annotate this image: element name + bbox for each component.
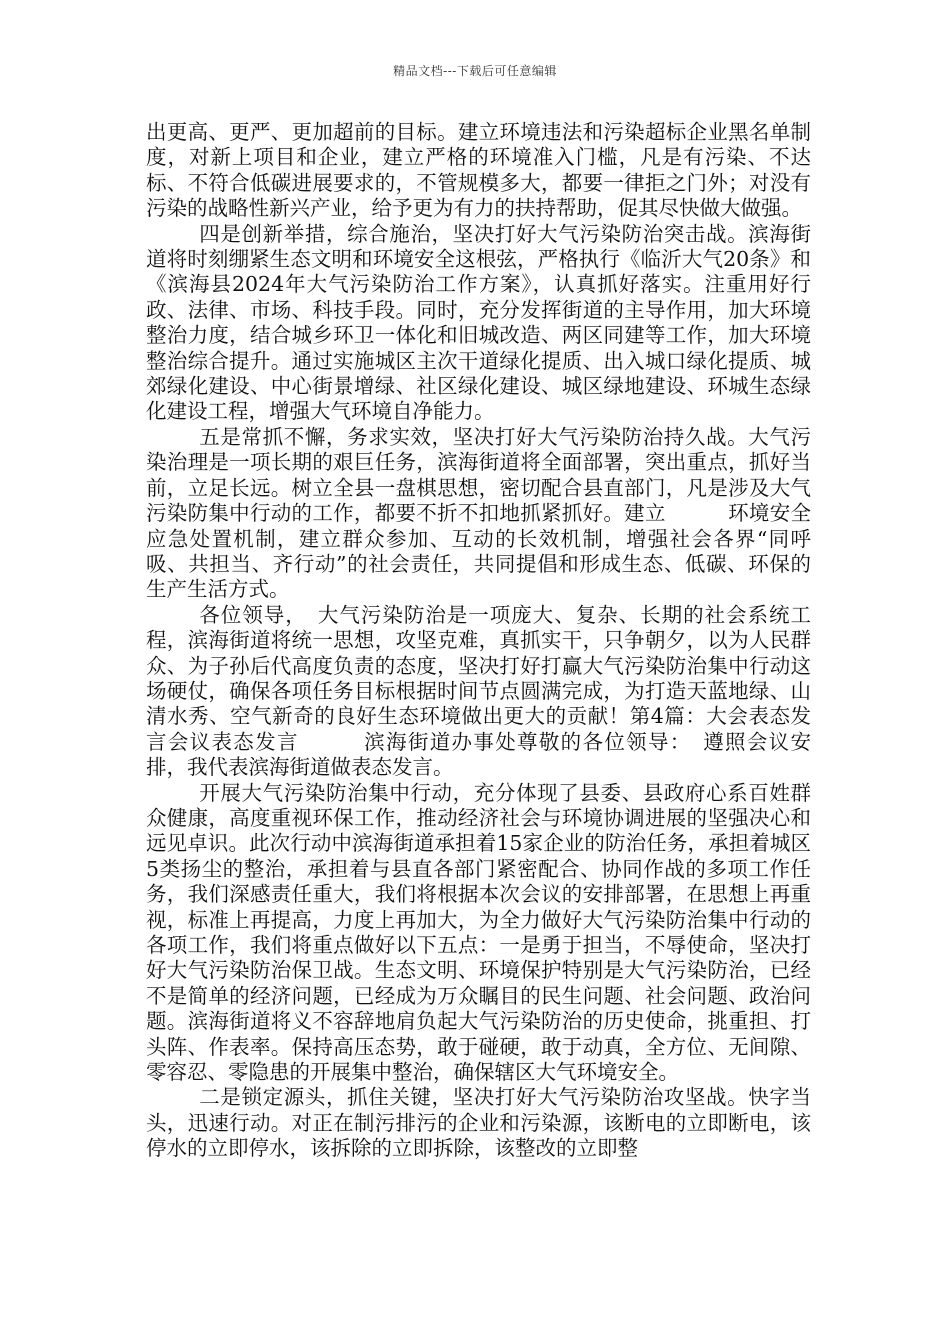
document-body (146, 120, 811, 1162)
paragraph-4: 各位领导， 大气污染防治是一项庞大、复杂、长期的社会系统工程，滨海街道将统一思想，攻坚克难，真抓实干，只争朝夕，以为人民群众、为子孙后代高度负责的态度，坚决打好打赢大气污染防治集中行动这场硬仗，确保各项任务目标根据时间节点圆满完成，为打造天蓝地绿、山清水秀、空气新奇的良好生态环境做出更大的贡献！第4篇：大会表态发言会议表态发言 滨海街道办事处尊敬的各位领导： 遵照会议安排，我代表滨海街道做表态发言。 (146, 602, 811, 780)
page-header: 精品文档---下载后可任意编辑 (393, 64, 557, 78)
paragraph-5: 开展大气污染防治集中行动，充分体现了县委、县政府心系百姓群众健康，高度重视环保工作，推动经济社会与环境协调进展的坚强决心和远见卓识。此次行动中滨海街道承担着15家企业的防治任务，承担着城区5类扬尘的整治，承担着与县直各部门紧密配合、协同作战的多项工作任务，我们深感责任重大，我们将根据本次会议的安排部署，在思想上再重视，标准上再提高，力度上再加大，为全力做好大气污染防治集中行动的各项工作，我们将重点做好以下五点：一是勇于担当，不辱使命，坚决打好大气污染防治保卫战。生态文明、环境保护特别是大气污染防治，已经不是简单的经济问题，已经成为万众瞩目的民生问题、社会问题、政治问题。滨海街道将义不容辞地肩负起大气污染防治的历史使命，挑重担、打头阵、作表率。保持高压态势，敢于碰硬，敢于动真，全方位、无间隙、零容忍、零隐患的开展集中整治，确保辖区大气环境安全。 (146, 780, 811, 1085)
paragraph-2: 四是创新举措，综合施治，坚决打好大气污染防治突击战。滨海街道将时刻绷紧生态文明和环境安全这根弦，严格执行《临沂大气20条》和《滨海县2024年大气污染防治工作方案》，认真抓好落实。注重用好行政、法律、市场、科技手段。同时，充分发挥街道的主导作用，加大环境整治力度，结合城乡环卫一体化和旧城改造、两区同建等工作，加大环境整治综合提升。通过实施城区主次干道绿化提质、出入城口绿化提质、城郊绿化建设、中心街景增绿、社区绿化建设、城区绿地建设、环城生态绿化建设工程，增强大气环境自净能力。 (146, 221, 811, 424)
paragraph-3: 五是常抓不懈，务求实效，坚决打好大气污染防治持久战。大气污染治理是一项长期的艰巨任务，滨海街道将全面部署，突出重点，抓好当前，立足长远。树立全县一盘棋思想，密切配合县直部门，凡是涉及大气污染防集中行动的工作，都要不折不扣地抓紧抓好。建立 环境安全应急处置机制，建立群众参加、互动的长效机制，增强社会各界“同呼吸、共担当、齐行动”的社会责任，共同提倡和形成生态、低碳、环保的生产生活方式。 (146, 424, 811, 602)
paragraph-6: 二是锁定源头，抓住关键，坚决打好大气污染防治攻坚战。快字当头，迅速行动。对正在制污排污的企业和污染源，该断电的立即断电，该停水的立即停水，该拆除的立即拆除，该整改的立即整 (146, 1085, 811, 1161)
paragraph-1: 出更高、更严、更加超前的目标。建立环境违法和污染超标企业黑名单制度，对新上项目和企业，建立严格的环境准入门槛，凡是有污染、不达标、不符合低碳进展要求的，不管规模多大，都要一律拒之门外；对没有污染的战略性新兴产业，给予更为有力的扶持帮助，促其尽快做大做强。 (146, 120, 811, 221)
